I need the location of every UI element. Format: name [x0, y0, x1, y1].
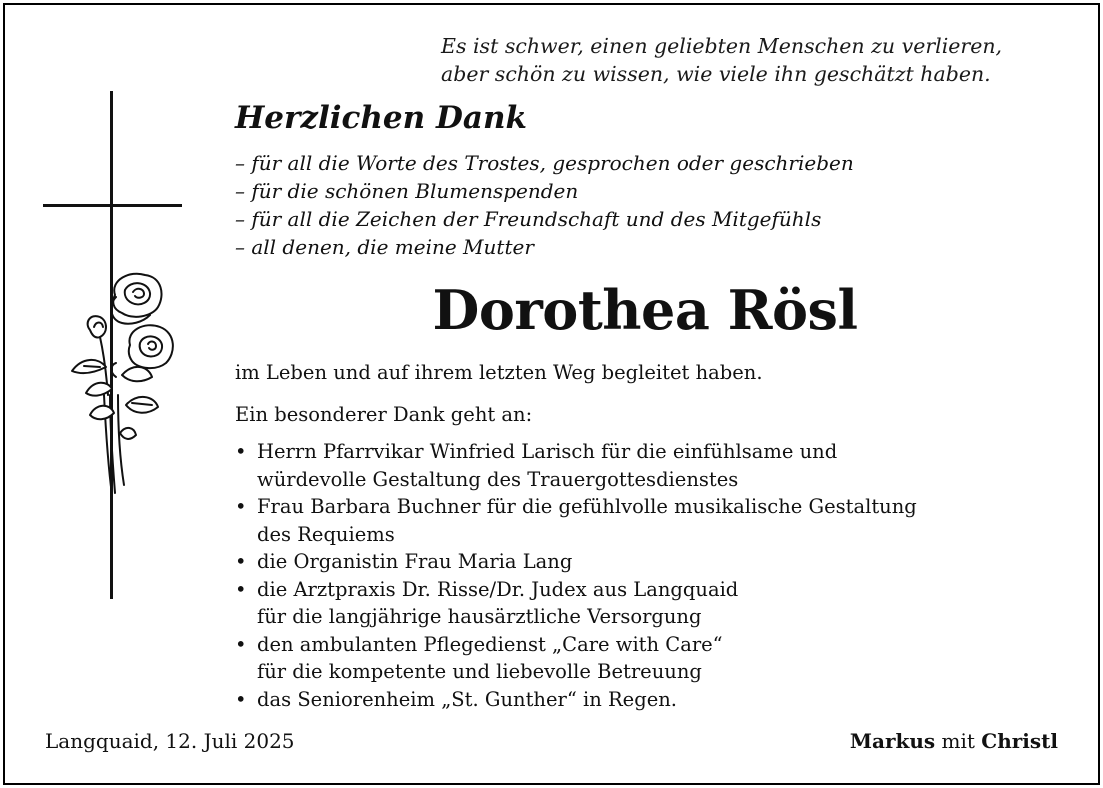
deceased-name: Dorothea Rösl — [432, 278, 858, 342]
heading: Herzlichen Dank — [235, 100, 527, 136]
place-date: Langquaid, 12. Juli 2025 — [45, 729, 295, 753]
quote-line: Es ist schwer, einen geliebten Menschen zu verlieren, — [441, 34, 1003, 58]
list-item — [235, 438, 917, 493]
bullet-point: • — [235, 495, 247, 518]
list-item-line: für die langjährige hausärztliche Versorgung — [257, 605, 702, 628]
bullet-point: • — [235, 577, 247, 601]
bullet-point: • — [235, 687, 247, 711]
bullet-point: • — [235, 550, 247, 573]
list-item — [235, 686, 917, 714]
list-item-line: Herrn Pfarrvikar Winfried Larisch für die einfühlsame und — [257, 440, 838, 463]
thanks-line: – all denen, die meine Mutter — [235, 235, 534, 259]
thanks-line: – für die schönen Blumenspenden — [235, 179, 579, 203]
list-item-line: die Organistin Frau Maria Lang — [257, 550, 573, 573]
cross-icon-beam — [43, 204, 182, 207]
list-item-line: das Seniorenheim „St. Gunther“ in Regen. — [257, 687, 678, 711]
list-item-line: würdevolle Gestaltung des Trauergottesdienstes — [257, 467, 739, 491]
list-item-line: für die kompetente und liebevolle Betreuung — [257, 660, 702, 683]
list-item-line: die Arztpraxis Dr. Risse/Dr. Judex aus Langquaid — [257, 577, 739, 601]
quote-line: aber schön zu wissen, wie viele ihn geschätzt haben. — [441, 62, 991, 86]
quote — [441, 32, 1081, 88]
thanks-line: – für all die Worte des Trostes, gesprochen oder geschrieben — [235, 151, 854, 175]
list-item — [235, 631, 917, 686]
list-item — [235, 548, 917, 576]
list-item — [235, 493, 917, 548]
list-item-line: Frau Barbara Buchner für die gefühlvolle musikalische Gestaltung — [257, 495, 917, 518]
obituary-card — [3, 3, 1100, 785]
sentence: im Leben und auf ihrem letzten Weg begleitet haben. — [235, 361, 763, 384]
signer-connector: mit — [941, 729, 975, 753]
special-thanks-list — [235, 438, 917, 713]
list-item — [235, 576, 917, 631]
bullet-point: • — [235, 632, 247, 656]
thanks-list — [235, 149, 854, 261]
list-item-line: des Requiems — [257, 522, 395, 546]
bullet-point: • — [235, 440, 247, 463]
list-item-line: den ambulanten Pflegedienst „Care with Care“ — [257, 632, 723, 656]
signer-name: Markus — [849, 729, 936, 753]
signer-name: Christl — [981, 729, 1058, 753]
thanks-line: – für all die Zeichen der Freundschaft und des Mitgefühls — [235, 207, 822, 231]
special-thanks-intro: Ein besonderer Dank geht an: — [235, 403, 533, 426]
signature — [850, 729, 1058, 753]
roses-icon — [60, 265, 180, 505]
